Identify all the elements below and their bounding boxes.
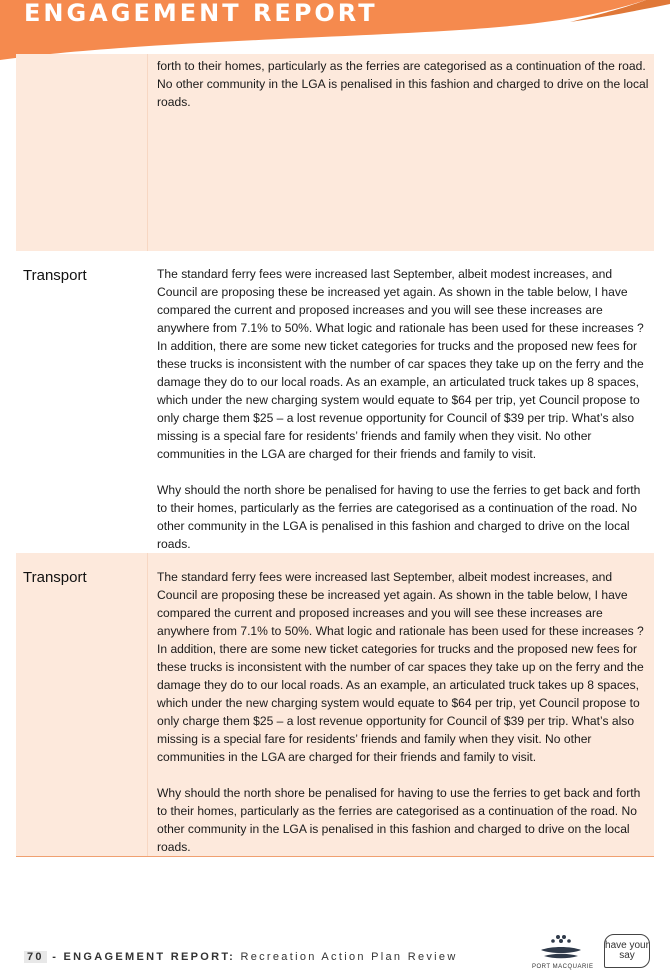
page-footer xyxy=(24,951,458,963)
table-row xyxy=(16,553,654,857)
page-header xyxy=(0,0,670,62)
comment-paragraph: Why should the north shore be penalised for having to use the ferries to get back and forth to their homes, particularly as the ferries are categorised as a continuation of the road. No other community in the LGA is penalised in this fashion and charged to drive on the local roads. xyxy=(157,786,641,854)
table-row xyxy=(16,262,654,552)
table-row xyxy=(16,54,654,251)
row-comment xyxy=(157,265,649,553)
comment-paragraph: forth to their homes, particularly as the ferries are categorised as a continuation of the road. No other community in the LGA is penalised in this fashion and charged to drive on the local roads. xyxy=(157,59,649,109)
council-logo-label: PORT MACQUARIE xyxy=(532,964,594,970)
row-comment xyxy=(157,57,649,111)
footer-report-subtitle: Recreation Action Plan Review xyxy=(235,951,458,963)
column-divider xyxy=(147,54,148,251)
page-number: 70 xyxy=(24,951,47,963)
row-label: Transport xyxy=(23,267,87,284)
comment-paragraph: The standard ferry fees were increased last September, albeit modest increases, and Council are proposing these be increased yet again. As shown in the table below, I have compared the current and proposed increases and you will see these increases are anywhere from 7.1% to 50%. What logic and rationale has been used for these increases ? In addition, there are some new ticket categories for trucks and the proposed new fees for these trucks is inconsistent with the number of car spaces they take up on the ferry and the damage they do to our local roads. As an example, an articulated truck takes up 8 spaces, which under the new charging system would equate to $64 per trip, yet Council propose to only charge them $25 – a lost revenue opportunity for Council of $39 per trip. What’s also missing is a special fare for residents’ friends and family when they visit. No other communities in the LGA are charged for their friends and family to visit. xyxy=(157,570,644,764)
column-divider xyxy=(147,553,148,856)
report-title: ENGAGEMENT REPORT xyxy=(24,0,378,27)
row-comment xyxy=(157,568,649,856)
footer-report-label: ENGAGEMENT REPORT: xyxy=(63,951,236,963)
footer-separator: - xyxy=(46,951,64,963)
comment-paragraph: The standard ferry fees were increased last September, albeit modest increases, and Council are proposing these be increased yet again. As shown in the table below, I have compared the current and proposed increases and you will see these increases are anywhere from 7.1% to 50%. What logic and rationale has been used for these increases ? In addition, there are some new ticket categories for trucks and the proposed new fees for these trucks is inconsistent with the number of car spaces they take up on the ferry and the damage they do to our local roads. As an example, an articulated truck takes up 8 spaces, which under the new charging system would equate to $64 per trip, yet Council propose to only charge them $25 – a lost revenue opportunity for Council of $39 per trip. What’s also missing is a special fare for residents’ friends and family when they visit. No other communities in the LGA are charged for their friends and family to visit. xyxy=(157,267,644,461)
have-your-say-logo: have your say xyxy=(604,934,650,968)
comment-paragraph: Why should the north shore be penalised for having to use the ferries to get back and forth to their homes, particularly as the ferries are categorised as a continuation of the road. No other community in the LGA is penalised in this fashion and charged to drive on the local roads. xyxy=(157,483,641,551)
row-label: Transport xyxy=(23,569,87,586)
